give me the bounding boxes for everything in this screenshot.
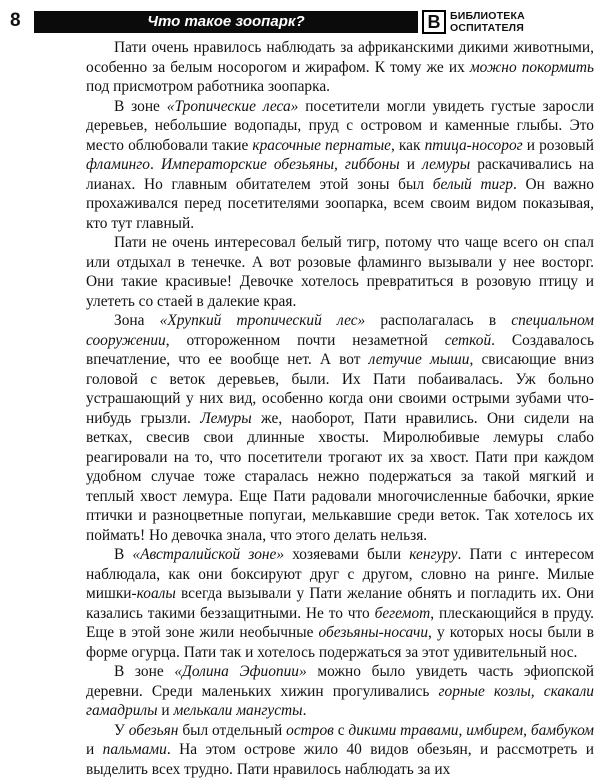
italic-term: Императорские обезьяны, гиббоны xyxy=(161,156,400,173)
text-run: же, наоборот, Пати нравились. Они сидели на ветках, свесив свои длинные хвосты. Миролюбивые лемуры слабо реагировали на то, что посетители трогают их за хвост. Пати при каждом удобном случае тоже старалась нежно подержаться за такой мягкий и теплый хвост лемура. Еще Пати радовали многочисленные бабочки, яркие птички и разноцветные попугаи, мелькавшие среди веток. Так хотелось их поймать! Но девочка знала, что этого делать нельзя. xyxy=(86,410,594,544)
text-run: У xyxy=(114,722,129,739)
logo-line-1: БИБЛИОТЕКА xyxy=(450,10,525,22)
text-run: посетители могли увидеть густые заросли деревьев, небольшие водопады, пруд с островом и каменные глыбы. Это место облюбовали такие xyxy=(86,98,594,154)
italic-term: бегемот xyxy=(375,605,431,622)
text-run: , плескающийся в пруду. Еще в этой зоне жили необычные xyxy=(86,605,594,642)
page-body xyxy=(86,38,594,779)
text-run: . Создавалось впечатление, что ее вообще нет. А вот xyxy=(86,332,594,369)
body-paragraph xyxy=(86,38,594,97)
italic-term: белый тигр xyxy=(433,176,513,193)
italic-term: летучие мыши xyxy=(369,351,470,368)
text-run: хозяевами были xyxy=(284,546,409,563)
text-run: . xyxy=(150,156,161,173)
text-run: под присмотром работника зоопарка. xyxy=(86,78,330,95)
body-paragraph xyxy=(86,662,594,721)
italic-term: Лемуры xyxy=(200,410,251,427)
text-run: , отгороженном почти незаметной xyxy=(166,332,445,349)
italic-term: пальмами xyxy=(103,741,167,758)
text-run: был отдельный xyxy=(178,722,286,739)
text-run: , свисающие вниз головой с веток деревьев, были. Их Пати побаивалась. Уж больно устрашающий у них вид, особенно когда они своими острыми зубами что-нибудь грызли. xyxy=(86,351,594,427)
italic-term: «Хрупкий тропический лес» xyxy=(160,312,366,329)
italic-term: лемуры xyxy=(422,156,470,173)
text-run: Зона xyxy=(114,312,160,329)
page-header xyxy=(10,8,594,38)
italic-term: специальном сооружении xyxy=(86,312,594,349)
text-run: с xyxy=(334,722,349,739)
italic-term: птица-носорог xyxy=(425,137,523,154)
logo-letter-icon: В xyxy=(422,10,446,34)
italic-term: дикими травами, имбирем, бамбуком xyxy=(348,722,594,739)
body-paragraph xyxy=(86,97,594,234)
series-logo xyxy=(422,10,594,36)
text-run: и xyxy=(158,702,174,719)
text-run: , у которых носы были в форме огурца. Пати так и хотелось подержаться за этот удивительный нос. xyxy=(86,624,594,661)
text-run: Пати очень нравилось наблюдать за африканскими дикими животными, особенно за белым носорогом и жирафом. К тому же их xyxy=(86,39,594,76)
body-paragraph xyxy=(86,233,594,311)
text-run: . На этом острове жило 40 видов обезьян, и рассмотреть и выделить всех трудно. Пати нравилось наблюдать за их xyxy=(86,741,594,778)
text-run: В зоне xyxy=(114,663,174,680)
body-paragraph xyxy=(86,545,594,662)
italic-term: горные козлы, скакали гамадрилы xyxy=(86,683,594,720)
italic-term: кенгуру xyxy=(409,546,457,563)
text-run: раскачивались на лианах. Но главным обитателем этой зоны был xyxy=(86,156,594,193)
body-paragraph xyxy=(86,311,594,545)
text-run: В зоне xyxy=(114,98,167,115)
text-run: . Он важно прохаживался перед посетителями зоопарка, всем своим видом показывая, кто тут главный. xyxy=(86,176,594,232)
text-run: располагалась в xyxy=(365,312,511,329)
italic-term: «Австралийской зоне» xyxy=(132,546,284,563)
text-run: и xyxy=(400,156,422,173)
text-run: , как xyxy=(391,137,425,154)
italic-term: фламинго xyxy=(86,156,150,173)
text-run: . xyxy=(303,702,307,719)
text-run: . Пати с интересом наблюдала, как они боксируют друг с другом, словно на ринге. Милые мишки- xyxy=(86,546,594,602)
logo-line-2: ОСПИТАТЕЛЯ xyxy=(450,22,525,34)
italic-term: можно покормить xyxy=(470,59,594,76)
text-run: Пати не очень интересовал белый тигр, потому что чаще всего он спал или отдыхал в тенечке. А вот розовые фламинго вызывали у нее восторг. Они такие красивые! Девочке хотелось превратиться в розовую птицу и улететь со стаей в далекие края. xyxy=(86,234,594,310)
text-run: и xyxy=(86,741,103,758)
italic-term: красочные пернатые xyxy=(252,137,391,154)
italic-term: обезьян xyxy=(129,722,179,739)
text-run: В xyxy=(114,546,132,563)
italic-term: остров xyxy=(286,722,334,739)
text-run: можно было увидеть часть эфиопской деревни. Среди маленьких хижин прогуливались xyxy=(86,663,594,700)
text-run: всегда вызывали у Пати желание обнять и погладить их. Они казались такими беззащитными. Не то что xyxy=(86,585,594,622)
italic-term: «Долина Эфиопии» xyxy=(174,663,306,680)
italic-term: обезьяны-носачи xyxy=(319,624,429,641)
logo-text xyxy=(450,10,525,34)
text-run: и розовый xyxy=(523,137,594,154)
italic-term: «Тропические леса» xyxy=(167,98,299,115)
italic-term: коалы xyxy=(137,585,176,602)
section-title: Что такое зоопарк? xyxy=(34,11,418,33)
italic-term: мелькали мангусты xyxy=(173,702,302,719)
page-number: 8 xyxy=(10,10,21,32)
italic-term: сеткой xyxy=(445,332,491,349)
